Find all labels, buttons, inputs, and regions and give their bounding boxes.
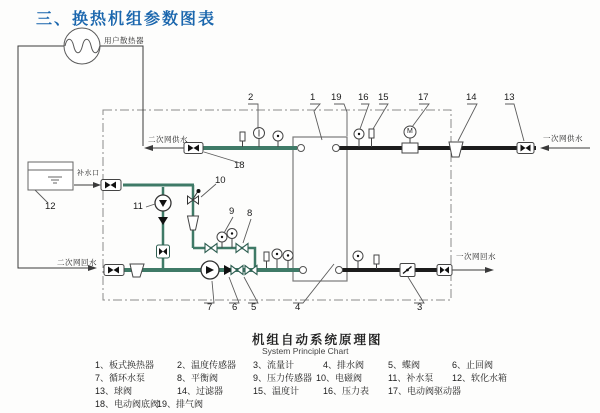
legend-item-2: 2、温度传感器 <box>177 360 237 370</box>
pressure-gauge-icon <box>283 251 293 269</box>
legend-item-11: 11、补水泵 <box>388 373 434 383</box>
callout-16: 16 <box>358 92 369 103</box>
callout-4: 4 <box>295 302 301 313</box>
legend-item-9: 9、压力传感器 <box>253 373 313 383</box>
callout-9: 9 <box>229 206 235 217</box>
strainer-icon <box>449 142 463 157</box>
check-valve-icon <box>158 217 168 225</box>
strainer-icon <box>188 216 199 230</box>
legend-item-16: 16、压力表 <box>323 386 370 396</box>
callout-10: 10 <box>215 175 226 186</box>
pressure-gauge-icon <box>354 129 364 147</box>
callout-15: 15 <box>378 92 389 103</box>
temp-sensor-icon <box>254 128 265 148</box>
secondary-supply-arrow <box>144 145 153 151</box>
butterfly-valve-icon <box>205 244 217 253</box>
label-user-radiator: 用户散热器 <box>104 36 144 45</box>
label-secondary-return: 二次网回水 <box>57 258 97 267</box>
ball-valve-icon <box>101 180 121 191</box>
primary-piping <box>336 148 536 270</box>
callout-5: 5 <box>251 302 257 313</box>
makeup-arrow <box>93 182 101 188</box>
water-tank-icon <box>28 162 73 190</box>
page-title: 三、换热机组参数图表 <box>36 11 217 28</box>
strainer-icon <box>130 264 144 277</box>
thermometer-icon <box>369 129 374 147</box>
callout-1: 1 <box>310 92 316 103</box>
legend-item-18: 18、电动阀底阀 <box>95 399 160 409</box>
callout-7: 7 <box>207 302 213 313</box>
legend-item-7: 7、循环水泵 <box>95 373 146 383</box>
legend-item-10: 10、电磁阀 <box>316 373 363 383</box>
ball-valve-icon <box>517 143 534 154</box>
legend-item-17: 17、电动阀驱动器 <box>388 386 462 396</box>
callout-6: 6 <box>232 302 238 313</box>
legend-item-3: 3、流量计 <box>253 360 295 370</box>
label-primary-supply: 一次网供水 <box>543 134 583 143</box>
label-primary-return: 一次网回水 <box>456 252 496 261</box>
callout-18: 18 <box>234 160 245 171</box>
circulation-pump-icon <box>201 261 219 279</box>
callout-8: 8 <box>247 208 253 219</box>
legend-item-6: 6、止回阀 <box>452 360 494 370</box>
radiator-icon <box>64 28 100 64</box>
ball-valve-icon <box>437 265 452 276</box>
butterfly-valve-icon <box>245 266 257 275</box>
legend-item-13: 13、球阀 <box>95 386 133 396</box>
chart-title: 机组自动系统原理图 <box>252 333 383 347</box>
pressure-sensor-icon <box>217 232 227 248</box>
callout-13: 13 <box>504 92 515 103</box>
user-loop-piping <box>18 46 184 268</box>
callout-17: 17 <box>418 92 429 103</box>
legend-item-8: 8、平衡阀 <box>177 373 219 383</box>
pressure-gauge-icon <box>353 251 363 268</box>
plate-heat-exchanger <box>293 137 347 281</box>
primary-return-arrow <box>485 267 494 273</box>
pressure-gauge-icon <box>272 249 282 268</box>
ball-valve-icon <box>104 265 124 276</box>
chart-subtitle: System Principle Chart <box>262 346 349 356</box>
legend-item-1: 1、板式换热器 <box>95 360 155 370</box>
makeup-pump-icon <box>155 195 171 211</box>
label-motor: M <box>407 128 413 135</box>
legend-item-4: 4、排水阀 <box>323 360 365 370</box>
butterfly-valve-icon <box>231 266 243 275</box>
callout-11: 11 <box>133 201 143 212</box>
pressure-gauge-icon <box>273 131 283 147</box>
callout-3: 3 <box>417 302 423 313</box>
label-makeup-port: 补水口 <box>77 170 100 177</box>
callout-12: 12 <box>45 201 56 212</box>
legend-item-5: 5、蝶阀 <box>388 360 421 370</box>
valve-icon <box>157 245 170 258</box>
thermometer-icon <box>240 132 245 147</box>
thermometer-icon <box>264 252 269 268</box>
callout-2: 2 <box>248 92 254 103</box>
label-secondary-supply: 二次网供水 <box>148 135 188 144</box>
legend-item-15: 15、温度计 <box>253 386 300 396</box>
primary-supply-arrow <box>540 145 549 151</box>
callout-19: 19 <box>331 92 342 103</box>
balance-valve-icon <box>236 244 248 253</box>
flow-meter-icon <box>400 264 415 277</box>
thermometer-icon <box>374 255 379 269</box>
legend-item-12: 12、软化水箱 <box>452 373 508 383</box>
callout-14: 14 <box>466 92 477 103</box>
legend-item-19: 19、排气阀 <box>157 399 204 409</box>
legend-item-14: 14、过滤器 <box>177 386 224 396</box>
